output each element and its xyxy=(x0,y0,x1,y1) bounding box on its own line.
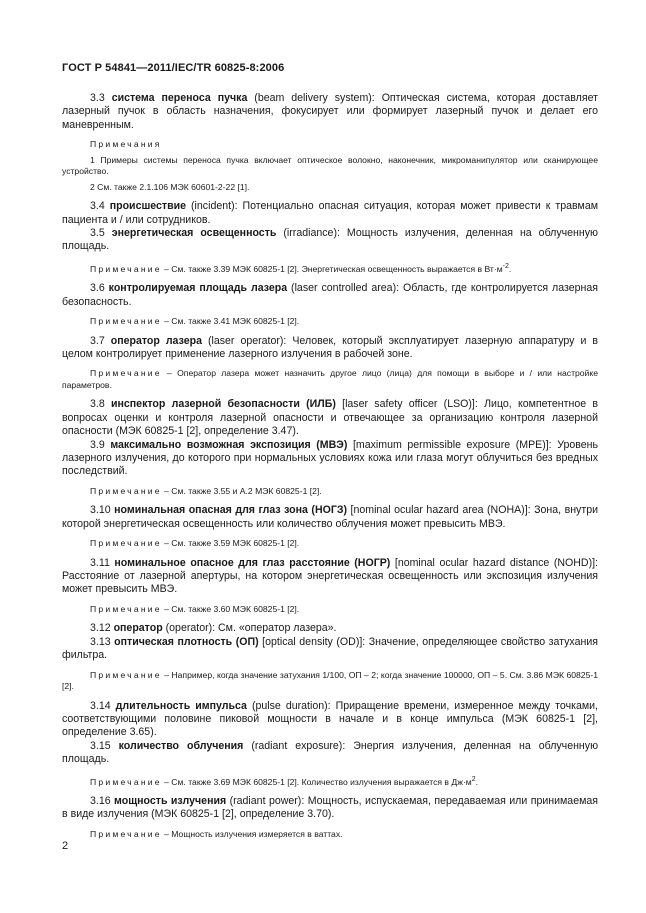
note xyxy=(62,538,598,550)
clause-number: 3.9 xyxy=(90,438,111,451)
note-label: Примечание xyxy=(90,828,162,839)
clause-number: 3.14 xyxy=(90,699,116,712)
note xyxy=(62,604,598,616)
note-label: Примечание xyxy=(90,538,162,549)
note-text: – Мощность излучения измеряется в ваттах. xyxy=(161,828,343,839)
term: максимально возможная экспозиция (МВЭ) xyxy=(110,438,348,451)
note xyxy=(62,774,598,788)
clause-number: 3.10 xyxy=(90,504,115,517)
clause-number: 3.8 xyxy=(90,398,111,411)
note xyxy=(62,486,598,498)
definition-3.10 xyxy=(62,504,598,531)
term: контролируемая площадь лазера xyxy=(108,282,288,295)
definition-3.9 xyxy=(62,439,598,479)
notes-label: Примечания xyxy=(90,139,162,150)
definition-text: (irradiance): Мощность излучения, деленная на облученную площадь. xyxy=(62,227,598,253)
note-label: Примечание xyxy=(90,776,162,787)
term: оптическая плотность (ОП) xyxy=(114,635,259,648)
note-text: – См. также 3.69 МЭК 60825-1 [2]. Количество излучения выражается в Дж·м xyxy=(161,776,472,787)
clause-number: 3.15 xyxy=(90,739,119,752)
definition-3.4 xyxy=(62,200,598,227)
note-tail: . xyxy=(508,263,512,274)
term: энергетическая освещенность xyxy=(111,227,277,240)
note-text: – См. также 3.59 МЭК 60825-1 [2]. xyxy=(161,538,300,549)
note xyxy=(62,368,598,391)
clause-number: 3.7 xyxy=(90,334,111,347)
note-tail: . xyxy=(475,776,479,787)
clause-number: 3.4 xyxy=(90,200,110,213)
term: оператор лазера xyxy=(110,334,202,347)
definition-text: [maximum permissible exposure (MPE)]: Уровень лазерного излучения, до которого при нормальных условиях кожа или глаза могут облучиться без вредных последствий. xyxy=(62,438,599,478)
definition-text: (beam delivery system): Оптическая система, которая доставляет лазерный пучок в область назначения, фокусирует или формирует лазерный пучок и делает его маневренным. xyxy=(62,92,598,131)
note-item xyxy=(62,182,598,194)
note xyxy=(62,316,598,328)
note-text: 2 См. также 2.1.106 МЭК 60601-2-22 [1]. xyxy=(90,181,250,192)
note-label: Примечание xyxy=(90,669,162,680)
clause-number: 3.6 xyxy=(90,282,109,295)
clause-number: 3.13 xyxy=(90,635,115,648)
term: количество облучения xyxy=(118,739,244,752)
definition-text: (laser operator): Человек, который эксплуатирует лазерную аппаратуру и в целом контролирует применение лазерного излучения в рабочей зоне. xyxy=(62,334,598,360)
superscript: -2 xyxy=(502,262,509,270)
note-label: Примечание xyxy=(90,603,162,614)
document-header: ГОСТ Р 54841—2011/IEC/TR 60825-8:2006 xyxy=(62,62,285,74)
note-label: Примечание xyxy=(90,316,162,327)
note xyxy=(62,829,598,841)
term: номинальное опасное для глаз расстояние (НОГР) xyxy=(114,556,391,569)
note-text: 1 Примеры системы переноса пучка включает оптическое волокно, наконечник, микроманипулятор или сканирующее устройство. xyxy=(62,154,598,177)
definition-3.16 xyxy=(62,795,598,822)
note-item xyxy=(62,155,598,178)
term: происшествие xyxy=(109,200,187,213)
definition-text: [optical density (OD)]: Значение, определяющее свойство затухания фильтра. xyxy=(62,635,599,662)
note-label: Примечание xyxy=(90,485,162,496)
definition-text: (laser controlled area): Область, где контролируется лазерная безопасность. xyxy=(62,282,599,308)
note-text: – См. также 3.60 МЭК 60825-1 [2]. xyxy=(161,603,300,614)
superscript: 2 xyxy=(471,775,476,783)
term: мощность излучения xyxy=(114,794,227,807)
definition-text: (radiant exposure): Энергия излучения, деленная на облученную площадь. xyxy=(62,739,599,766)
note xyxy=(62,261,598,275)
term: система переноса пучка xyxy=(111,92,248,104)
clause-number: 3.5 xyxy=(90,227,112,240)
definition-text: [nominal ocular hazard area (NOHA)]: Зона, внутри которой энергетическая освещенность или количество облучения может превысить МВЭ. xyxy=(62,504,598,530)
definition-3.6 xyxy=(62,282,598,309)
clause-number: 3.16 xyxy=(90,794,115,807)
definition-text: (incident): Потенциально опасная ситуация, которая может привести к травмам пациента и / или сотрудников. xyxy=(62,200,598,226)
term: номинальная опасная для глаз зона (НОГЗ) xyxy=(114,504,348,517)
page-number: 2 xyxy=(62,840,69,852)
clause-number: 3.12 xyxy=(90,622,114,635)
definition-text: [laser safety officer (LSO)]: Лицо, компетентное в вопросах оценки и контроля лазерной опасности и отвечающее за организацию контроля лазерной опасности (МЭК 60825-1 [2], определение 3.47). xyxy=(62,398,599,438)
definition-3.7 xyxy=(62,335,598,362)
definition-3.13 xyxy=(62,636,598,663)
definition-text: (radiant power): Мощность, испускаемая, передаваемая или принимаемая в виде излучения (МЭК 60825-1 [2], определение 3.70). xyxy=(62,794,598,821)
note-text: – Оператор лазера может назначить другое лицо (лица) для помощи в выборе и / или настройке параметров. xyxy=(62,368,598,390)
term: длительность импульса xyxy=(115,699,247,712)
definition-3.15 xyxy=(62,740,598,767)
definition-text: (pulse duration): Приращение времени, измеренное между точками, соответствующими половине пиковой мощности в начале и в конце импульса (МЭК 60825-1 [2], определение 3.65). xyxy=(62,699,598,739)
definition-3.14 xyxy=(62,700,598,740)
note xyxy=(62,670,598,693)
note-label: Примечание xyxy=(90,263,162,274)
definition-3.5 xyxy=(62,227,598,254)
definition-3.8 xyxy=(62,398,598,438)
note-text: – Например, когда значение затухания 1/100, ОП – 2; когда значение 100000, ОП – 5. См. 3.86 МЭК 60825-1 [2]. xyxy=(62,669,598,692)
note-text: – См. также 3.55 и А.2 МЭК 60825-1 [2]. xyxy=(161,485,322,496)
definition-text: [nominal ocular hazard distance (NOHD)]: Расстояние от лазерной апертуры, на котором энергетическая освещенность или экспозиция излучения может превысить МВЭ. xyxy=(62,556,598,596)
definition-3.11 xyxy=(62,557,598,597)
note-text: – См. также 3.39 МЭК 60825-1 [2]. Энергетическая освещенность выражается в Вт·м xyxy=(161,263,503,274)
definition-3.3 xyxy=(62,92,598,132)
term: инспектор лазерной безопасности (ИЛБ) xyxy=(110,398,336,411)
term: оператор xyxy=(113,622,163,635)
note-text: – См. также 3.41 МЭК 60825-1 [2]. xyxy=(161,316,300,327)
clause-number: 3.11 xyxy=(90,556,115,569)
definition-3.12 xyxy=(62,622,598,635)
note-label: Примечание xyxy=(90,368,162,379)
document-body xyxy=(62,92,598,840)
definition-text: (operator): См. «оператор лазера». xyxy=(162,622,337,635)
notes-title xyxy=(62,139,598,151)
clause-number: 3.3 xyxy=(90,92,112,104)
